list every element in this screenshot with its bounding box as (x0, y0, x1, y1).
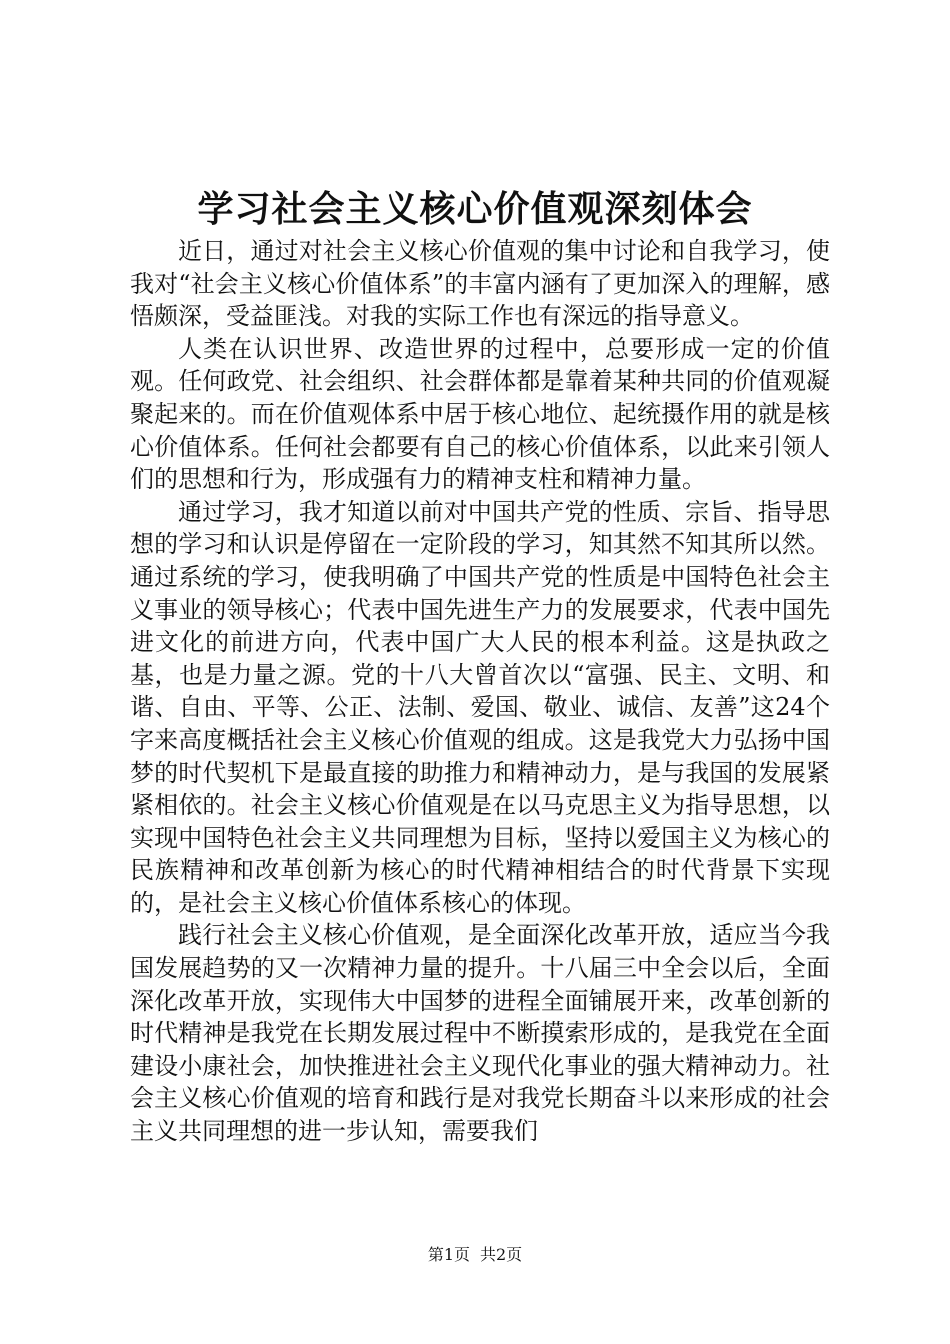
paragraph: 通过学习，我才知道以前对中国共产党的性质、宗旨、指导思想的学习和认识是停留在一定阶段的学习，知其然不知其所以然。通过系统的学习，使我明确了中国共产党的性质是中国特色社会主义事业的领导核心；代表中国先进生产力的发展要求，代表中国先进文化的前进方向，代表中国广大人民的根本利益。这是执政之基，也是力量之源。党的十八大曾首次以“富强、民主、文明、和谐、自由、平等、公正、法制、爱国、敬业、诚信、友善”这24个字来高度概括社会主义核心价值观的组成。这是我党大力弘扬中国梦的时代契机下是最直接的助推力和精神动力，是与我国的发展紧紧相依的。社会主义核心价值观是在以马克思主义为指导思想，以实现中国特色社会主义共同理想为目标，坚持以爱国主义为核心的民族精神和改革创新为核心的时代精神相结合的时代背景下实现的，是社会主义核心价值体系核心的体现。 (130, 497, 830, 917)
document-title: 学习社会主义核心价值观深刻体会 (197, 188, 753, 230)
document-body (130, 235, 830, 1148)
paragraph: 近日，通过对社会主义核心价值观的集中讨论和自我学习，使我对“社会主义核心价值体系”的丰富内涵有了更加深入的理解，感悟颇深，受益匪浅。对我的实际工作也有深远的指导意义。 (130, 237, 830, 331)
paragraph: 践行社会主义核心价值观，是全面深化改革开放，适应当今我国发展趋势的又一次精神力量的提升。十八届三中全会以后，全面深化改革开放，实现伟大中国梦的进程全面铺展开来，改革创新的时代精神是我党在长期发展过程中不断摸索形成的，是我党在全面建设小康社会，加快推进社会主义现代化事业的强大精神动力。社会主义核心价值观的培育和践行是对我党长期奋斗以来形成的社会主义共同理想的进一步认知，需要我们 (130, 921, 830, 1146)
page-number-total: 共2页 (480, 1245, 523, 1264)
paragraph: 人类在认识世界、改造世界的过程中，总要形成一定的价值观。任何政党、社会组织、社会群体都是靠着某种共同的价值观凝聚起来的。而在价值观体系中居于核心地位、起统摄作用的就是核心价值体系。任何社会都要有自己的核心价值体系，以此来引领人们的思想和行为，形成强有力的精神支柱和精神力量。 (130, 334, 830, 494)
page-footer (0, 1245, 950, 1265)
page-number-current: 第1页 (427, 1245, 470, 1264)
